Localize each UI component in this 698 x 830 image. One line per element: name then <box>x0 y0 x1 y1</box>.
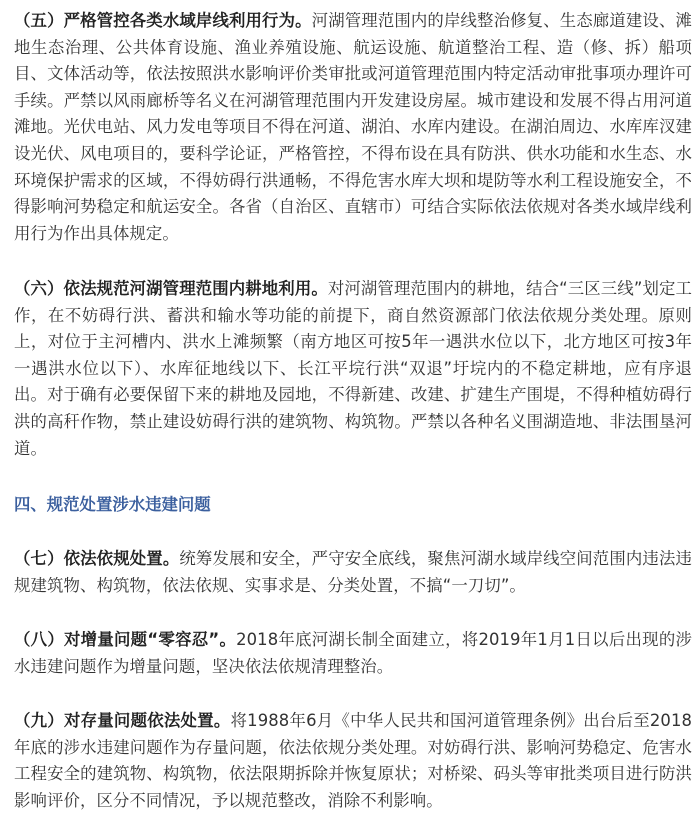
paragraph-7-lead: （七）依法依规处置。 <box>14 549 180 568</box>
section-heading-4: 四、规范处置涉水违建问题 <box>14 495 211 514</box>
paragraph-5 <box>14 8 692 247</box>
paragraph-9-lead: （九）对存量问题依法处置。 <box>14 711 231 730</box>
paragraph-9 <box>14 708 692 814</box>
paragraph-5-body: 河湖管理范围内的岸线整治修复、生态廊道建设、滩地生态治理、公共体育设施、渔业养殖设施、航运设施、航道整治工程、造（修、拆）船项目、文体活动等，依法按照洪水影响评价类审批或河道管理范围内特定活动审批事项办理许可手续。严禁以风雨廊桥等名义在河湖管理范围内开发建设房屋。城市建设和发展不得占用河道滩地。光伏电站、风力发电等项目不得在河道、湖泊、水库内建设。在湖泊周边、水库库汊建设光伏、风电项目的，要科学论证，严格管控，不得布设在具有防洪、供水功能和水生态、水环境保护需求的区域，不得妨碍行洪通畅，不得危害水库大坝和堤防等水利工程设施安全，不得影响河势稳定和航运安全。各省（自治区、直辖市）可结合实际依法依规对各类水域岸线利用行为作出具体规定。 <box>14 11 692 243</box>
paragraph-6-lead: （六）依法规范河湖管理范围内耕地利用。 <box>14 279 328 298</box>
paragraph-8 <box>14 627 692 680</box>
paragraph-9-body: 将1988年6月《中华人民共和国河道管理条例》出台后至2018年底的涉水违建问题作为存量问题，依法依规分类处理。对妨碍行洪、影响河势稳定、危害水工程安全的建筑物、构筑物，依法限期拆除并恢复原状；对桥梁、码头等审批类项目进行防洪影响评价，区分不同情况，予以规范整改，消除不利影响。 <box>14 711 692 810</box>
paragraph-6 <box>14 276 692 462</box>
paragraph-6-body: 对河湖管理范围内的耕地，结合“三区三线”划定工作，在不妨碍行洪、蓄洪和输水等功能的前提下，商自然资源部门依法依规分类处理。原则上，对位于主河槽内、洪水上滩频繁（南方地区可按5年一遇洪水位以下，北方地区可按3年一遇洪水位以下）、水库征地线以下、长江平垸行洪“双退”圩垸内的不稳定耕地，应有序退出。对于确有必要保留下来的耕地及园地，不得新建、改建、扩建生产围堤，不得种植妨碍行洪的高秆作物，禁止建设妨碍行洪的建筑物、构筑物。严禁以各种名义围湖造地、非法围垦河道。 <box>14 279 692 458</box>
paragraph-7-body: 统筹发展和安全，严守安全底线，聚焦河湖水域岸线空间范围内违法违规建筑物、构筑物，依法依规、实事求是、分类处置，不搞“一刀切”。 <box>14 549 692 595</box>
paragraph-7 <box>14 546 692 599</box>
paragraph-8-lead: （八）对增量问题“零容忍”。 <box>14 630 237 649</box>
paragraph-5-lead: （五）严格管控各类水域岸线利用行为。 <box>14 11 312 30</box>
paragraph-8-body: 2018年底河湖长制全面建立，将2019年1月1日以后出现的涉水违建问题作为增量问题，坚决依法依规清理整治。 <box>14 630 692 676</box>
